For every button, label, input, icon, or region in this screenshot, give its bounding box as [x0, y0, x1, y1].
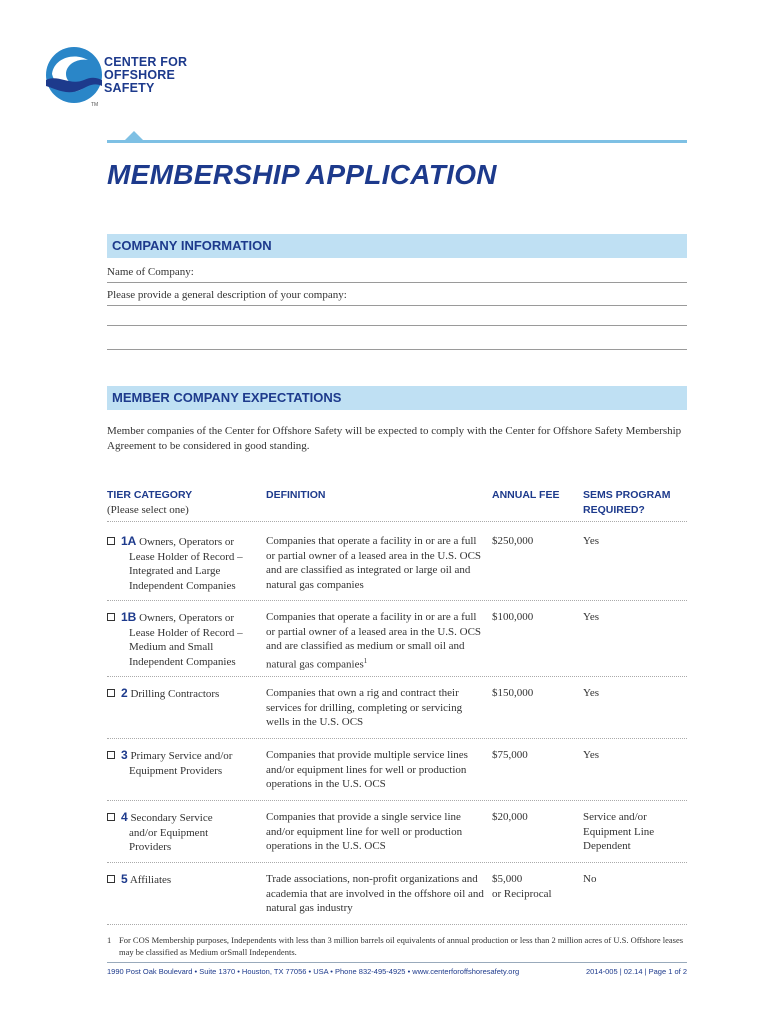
tier-first-line: [107, 810, 257, 826]
company-info-heading: COMPANY INFORMATION: [107, 234, 687, 258]
tier-label-line: Owners, Operators or: [139, 536, 235, 548]
sems-line: Yes: [583, 687, 600, 699]
annual-fee-cell: [492, 748, 577, 763]
fee-line: $75,000: [492, 749, 528, 761]
tier-checkbox[interactable]: [107, 813, 115, 821]
header-notch: [125, 131, 143, 140]
tier-cell: [107, 610, 257, 669]
fee-line: $100,000: [492, 611, 534, 623]
definition-text: Companies that operate a facility in or are a full or partial owner of a leased area in the U.S. OCS and are classified as medium or small oil and natural gas companies: [266, 611, 482, 671]
tier-label-line: Equipment Providers: [129, 764, 223, 777]
definition-cell: [266, 534, 486, 592]
tier-first-line: [107, 872, 257, 888]
sems-required-header: [583, 488, 671, 518]
tier-cell: [107, 534, 257, 593]
tier-checkbox[interactable]: [107, 875, 115, 883]
company-name-label: Name of Company:: [107, 266, 194, 278]
fee-line: $250,000: [492, 535, 534, 547]
tier-code: 3: [121, 748, 128, 762]
fee-line: or Reciprocal: [492, 887, 552, 900]
sems-header-line-1: SEMS PROGRAM: [583, 489, 671, 501]
tier-first-line: [107, 610, 257, 626]
tier-label-line: Primary Service and/or: [130, 750, 233, 762]
sems-required-cell: [583, 686, 687, 701]
page-title: MEMBERSHIP APPLICATION: [107, 159, 497, 190]
tier-label-line: Providers: [129, 841, 172, 853]
sems-line: Service and/or: [583, 811, 647, 823]
tier-checkbox[interactable]: [107, 537, 115, 545]
footer-page-info: 2014-005 | 02.14 | Page 1 of 2: [585, 967, 687, 976]
logo-line-1: CENTER FOR: [104, 55, 188, 69]
header-rule: [107, 140, 687, 143]
footer-rule: [107, 962, 687, 963]
tier-label-line: Medium and Small: [129, 641, 214, 653]
company-description-label: Please provide a general description of your company:: [107, 289, 347, 301]
annual-fee-cell: [492, 534, 577, 549]
tier-label-line: and/or Equipment: [129, 826, 209, 839]
tier-first-line: [107, 686, 257, 702]
tier-row: [107, 748, 687, 801]
logo-line-2: OFFSHORE: [104, 68, 176, 82]
tier-code: 4: [121, 810, 128, 824]
definition-text: Trade associations, non-profit organizations and academia that are involved in the offshore oil and natural gas industry: [266, 873, 484, 914]
sems-required-cell: [583, 748, 687, 763]
tier-code: 1A: [121, 534, 137, 548]
definition-text: Companies that own a rig and contract their services for drilling, completing or servicing wells in the U.S. OCS: [266, 687, 463, 728]
tier-first-line: [107, 534, 257, 550]
definition-text: Companies that operate a facility in or are a full or partial owner of a leased area in the U.S. OCS and are classified as integrated or large oil and natural gas companies: [266, 535, 482, 591]
tier-code: 2: [121, 686, 128, 700]
sems-line: Equipment Line: [583, 825, 655, 838]
sems-line: Yes: [583, 749, 600, 761]
tier-category-subheader: (Please select one): [107, 504, 189, 516]
definition-cell: [266, 810, 486, 854]
tier-cell: [107, 810, 257, 855]
tier-code: 5: [121, 872, 128, 886]
annual-fee-cell: [492, 686, 577, 701]
tier-cell: [107, 686, 257, 702]
table-header-divider: [107, 521, 687, 522]
sems-required-cell: [583, 810, 687, 854]
definition-text: Companies that provide a single service line and/or equipment line for well or production operations in the U.S. OCS: [266, 811, 463, 852]
sems-header-line-2: REQUIRED?: [583, 504, 645, 516]
definition-cell: [266, 748, 486, 792]
tier-checkbox[interactable]: [107, 613, 115, 621]
tier-label-line: Owners, Operators or: [139, 612, 235, 624]
annual-fee-cell: [492, 872, 577, 901]
sems-required-cell: [583, 872, 687, 887]
definition-cell: [266, 610, 486, 672]
cos-logo: [44, 44, 204, 114]
sems-line: Yes: [583, 535, 600, 547]
description-line-3[interactable]: [107, 332, 687, 350]
logo-wordmark: [104, 56, 187, 95]
tier-row: [107, 872, 687, 925]
tier-label-line: Independent Companies: [129, 655, 236, 668]
tier-code: 1B: [121, 610, 137, 624]
tier-cell: [107, 748, 257, 778]
tier-category-header: TIER CATEGORY: [107, 489, 193, 501]
tier-row: [107, 534, 687, 601]
tier-cell: [107, 872, 257, 888]
definition-text: Companies that provide multiple service lines and/or equipment lines for well or production operations in the U.S. OCS: [266, 749, 468, 790]
annual-fee-cell: [492, 810, 577, 825]
tier-label-line: Independent Companies: [129, 579, 236, 592]
tier-row: [107, 610, 687, 677]
sems-required-cell: [583, 610, 687, 625]
definition-cell: [266, 686, 486, 730]
tier-label-line: Secondary Service: [130, 812, 213, 824]
footer-address: 1990 Post Oak Boulevard • Suite 1370 • Houston, TX 77056 • USA • Phone 832-495-4925 • www.centerforoffshoresafety.org: [107, 967, 520, 976]
sems-required-cell: [583, 534, 687, 549]
logo-line-3: SAFETY: [104, 81, 155, 95]
tier-label-line: Lease Holder of Record –: [129, 550, 243, 563]
definition-header: DEFINITION: [266, 489, 326, 501]
fee-line: $150,000: [492, 687, 534, 699]
sems-line: Yes: [583, 611, 600, 623]
fee-line: $20,000: [492, 811, 528, 823]
tier-checkbox[interactable]: [107, 751, 115, 759]
tier-label-line: Integrated and Large: [129, 565, 221, 577]
tier-label-line: Lease Holder of Record –: [129, 626, 243, 639]
annual-fee-cell: [492, 610, 577, 625]
footnote-reference: 1: [363, 656, 368, 665]
tier-label-line: Affiliates: [129, 874, 172, 886]
tier-label-line: Drilling Contractors: [130, 688, 220, 700]
tier-first-line: [107, 748, 257, 764]
description-line-2[interactable]: [107, 308, 687, 326]
tier-row: [107, 810, 687, 863]
company-name-field[interactable]: [107, 265, 687, 283]
expectations-paragraph: Member companies of the Center for Offshore Safety will be expected to comply with the Center for Offshore Safety Membership Agreement to be considered in good standing.: [107, 425, 682, 452]
annual-fee-header: ANNUAL FEE: [492, 489, 560, 501]
sems-line: Dependent: [583, 840, 631, 852]
footnote-number: 1: [107, 935, 112, 945]
sems-line: No: [583, 873, 597, 885]
footnote-text: For COS Membership purposes, Independents with less than 3 million barrels oil equivalents of annual production or less than 2 million acres of U.S. Offshore leases may be classified as Medium orSmall Independents.: [119, 935, 684, 957]
trademark-mark: TM: [91, 102, 99, 108]
company-description-field[interactable]: [107, 288, 687, 306]
wave-logo-icon: [44, 44, 104, 106]
expectations-heading: MEMBER COMPANY EXPECTATIONS: [107, 386, 687, 410]
fee-line: $5,000: [492, 873, 523, 885]
tier-checkbox[interactable]: [107, 689, 115, 697]
tier-row: [107, 686, 687, 739]
definition-cell: [266, 872, 486, 916]
